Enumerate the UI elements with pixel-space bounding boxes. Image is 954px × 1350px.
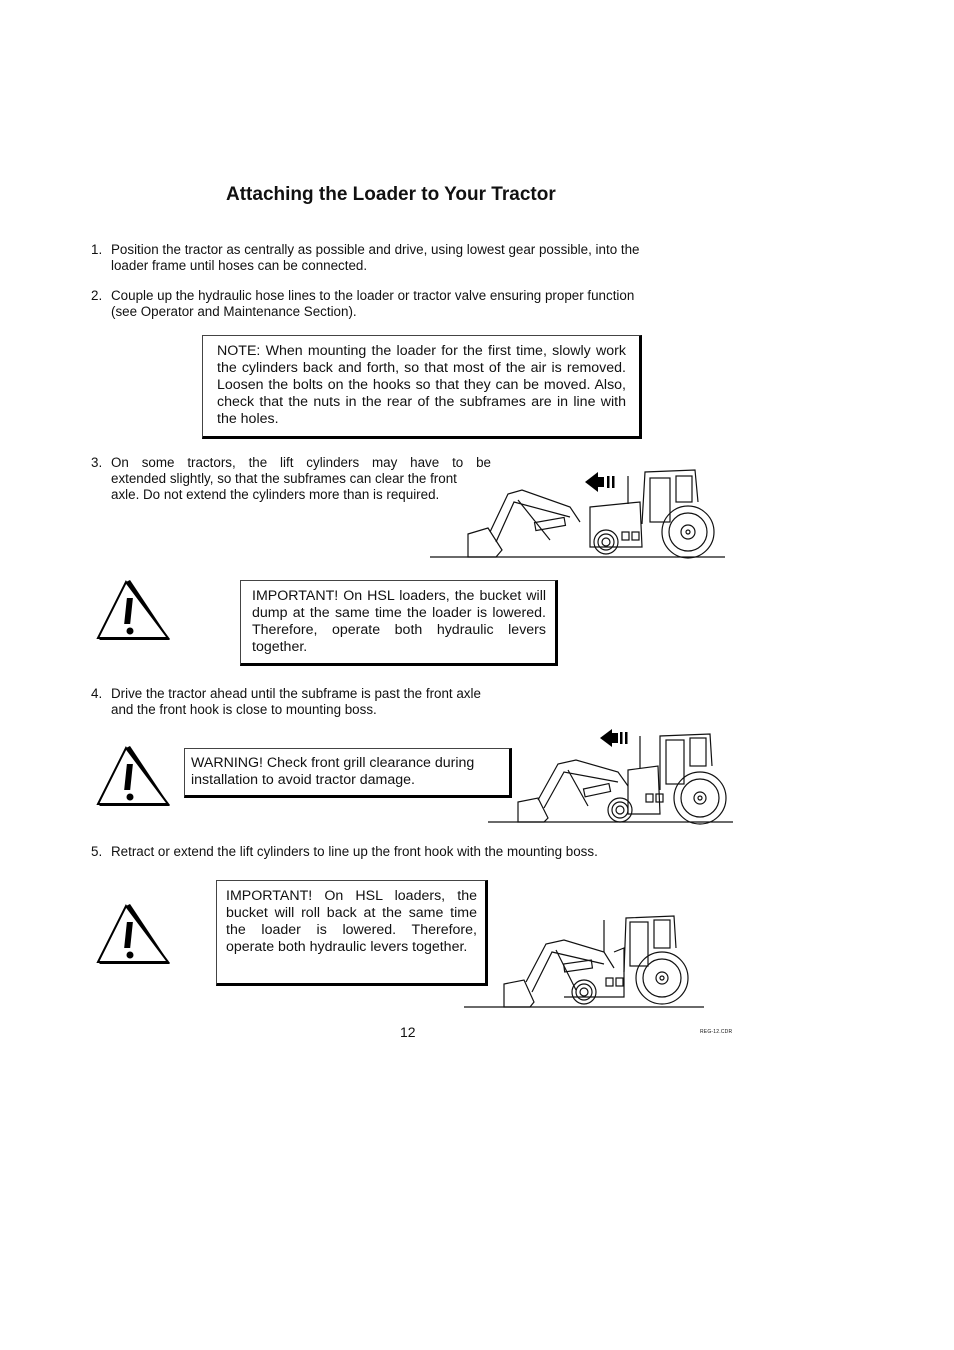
step-number: 5. bbox=[91, 844, 103, 859]
page-title: Attaching the Loader to Your Tractor bbox=[226, 184, 556, 205]
step-line: loader frame until hoses can be connected. bbox=[111, 258, 368, 273]
step-line: Drive the tractor ahead until the subframe is past the front axle bbox=[111, 686, 481, 701]
tractor-illustration-2 bbox=[488, 726, 738, 826]
tractor-illustration-3 bbox=[464, 912, 714, 1012]
step-line: Retract or extend the lift cylinders to line up the front hook with the mounting boss. bbox=[111, 844, 598, 859]
step-line: On some tractors, the lift cylinders may have to be bbox=[111, 455, 491, 470]
step-number: 2. bbox=[91, 288, 103, 303]
step-number: 4. bbox=[91, 686, 103, 701]
note-box bbox=[202, 335, 642, 439]
step-number: 3. bbox=[91, 455, 103, 470]
important-box-2 bbox=[216, 880, 488, 986]
file-code: REG-12.CDR bbox=[700, 1029, 733, 1035]
step-line: axle. Do not extend the cylinders more than is required. bbox=[111, 487, 440, 502]
important-text-2: IMPORTANT! On HSL loaders, the bucket will roll back at the same time the loader is lowered. Therefore, operate both hydraulic levers together. bbox=[226, 888, 477, 955]
step-number: 1. bbox=[91, 242, 103, 257]
step-line: (see Operator and Maintenance Section). bbox=[111, 304, 357, 319]
warning-box bbox=[184, 748, 512, 798]
step-line: extended slightly, so that the subframes can clear the front bbox=[111, 471, 457, 486]
step-line: Couple up the hydraulic hose lines to the loader or tractor valve ensuring proper function bbox=[111, 288, 635, 303]
important-text-1: IMPORTANT! On HSL loaders, the bucket will dump at the same time the loader is lowered. Therefore, operate both hydraulic levers together. bbox=[252, 588, 546, 655]
step-line: Position the tractor as centrally as possible and drive, using lowest gear possible, into the bbox=[111, 242, 640, 257]
warning-triangle-icon bbox=[96, 902, 170, 966]
warning-triangle-icon bbox=[96, 744, 170, 808]
note-text: NOTE: When mounting the loader for the first time, slowly work the cylinders back and forth, so that most of the air is removed. Loosen the bolts on the hooks so that they can be moved. Also, check that the nuts in the rear of the subframes are in line with the holes. bbox=[217, 343, 626, 427]
step-line: and the front hook is close to mounting boss. bbox=[111, 702, 377, 717]
page-number: 12 bbox=[400, 1024, 416, 1040]
warning-triangle-icon bbox=[96, 578, 170, 642]
warning-text: WARNING! Check front grill clearance during installation to avoid tractor damage. bbox=[191, 755, 475, 788]
tractor-illustration-1 bbox=[430, 462, 730, 562]
important-box-1 bbox=[240, 580, 558, 666]
